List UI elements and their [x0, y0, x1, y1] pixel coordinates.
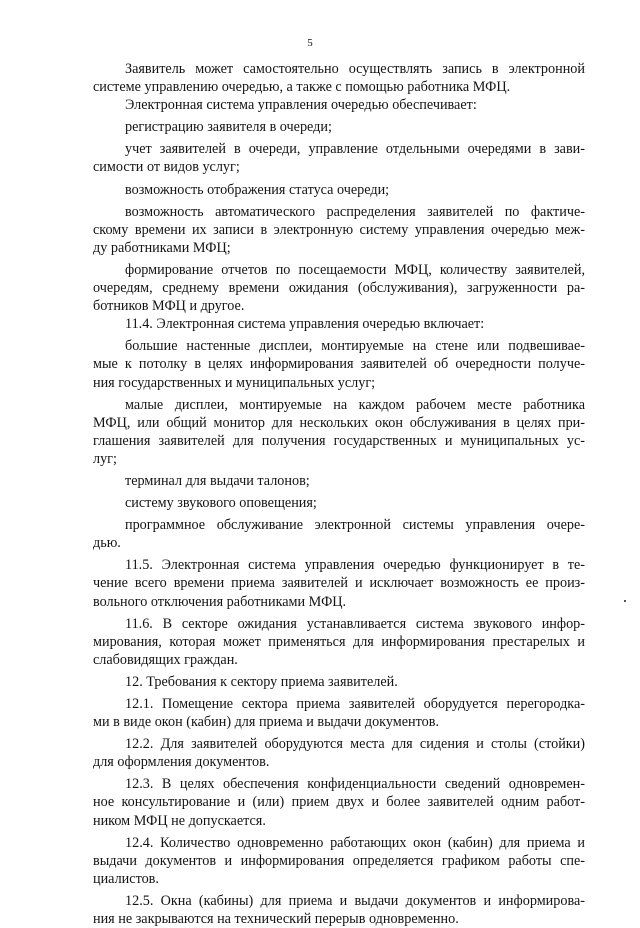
text-line: скому времени их записи в электронную систему управления очередью меж-	[93, 221, 585, 238]
text-line: 12.3. В целях обеспечения конфиденциальности сведений одновремен-	[125, 776, 585, 793]
text-line: 12.2. Для заявителей оборудуются места для сидения и столы (стойки)	[125, 736, 585, 753]
text-line: МФЦ, или общий монитор для нескольких окон обслуживания в целях при-	[93, 414, 585, 431]
text-line: 12.5. Окна (кабины) для приема и выдачи документов и информирова-	[125, 892, 585, 909]
text-line: мирования, которая может применяться для информирования престарелых и	[93, 633, 585, 650]
text-line: ду работниками МФЦ;	[93, 239, 231, 256]
text-line: для оформления документов.	[93, 754, 270, 771]
document-body	[93, 60, 585, 928]
text-line: ником МФЦ не допускается.	[93, 812, 266, 829]
text-line: мые к потолку в целях информирования заявителей об очередности получе-	[93, 356, 585, 373]
text-line: малые дисплеи, монтируемые на каждом рабочем месте работника	[125, 396, 585, 413]
text-line: возможность автоматического распределения заявителей по фактиче-	[125, 203, 585, 220]
text-line: учет заявителей в очереди, управление отдельными очередями в зави-	[125, 141, 585, 158]
text-line: 11.5. Электронная система управления очередью функционирует в те-	[125, 557, 585, 574]
scan-speck	[624, 600, 626, 602]
text-line: ботников МФЦ и другое.	[93, 298, 245, 315]
text-line: программное обслуживание электронной системы управления очере-	[125, 517, 585, 534]
text-line: ное консультирование и (или) прием двух и более заявителей одним работ-	[93, 794, 585, 811]
text-line: 12.1. Помещение сектора приема заявителей оборудуется перегородка-	[125, 696, 585, 712]
text-line: дью.	[93, 535, 121, 552]
text-line: слабовидящих граждан.	[93, 651, 238, 668]
text-line: выдачи документов и информирования определяется графиком работы спе-	[93, 852, 585, 869]
text-line: 12. Требования к сектору приема заявителей.	[125, 673, 398, 690]
text-line: 11.4. Электронная система управления очередью включает:	[125, 316, 485, 333]
text-line: формирование отчетов по посещаемости МФЦ, количеству заявителей,	[125, 261, 585, 278]
text-line: очередям, среднему времени ожидания (обслуживания), загруженности ра-	[93, 280, 585, 297]
text-line: циалистов.	[93, 870, 159, 887]
text-line: терминал для выдачи талонов;	[125, 472, 310, 489]
text-line: глашения заявителей для получения государственных и муниципальных ус-	[93, 432, 585, 449]
text-line: вольного отключения работниками МФЦ.	[93, 593, 347, 610]
text-line: ния не закрываются на технический перерыв одновременно.	[93, 911, 459, 928]
text-line: большие настенные дисплеи, монтируемые на стене или подвешивае-	[125, 338, 585, 355]
text-line: ния государственных и муниципальных услуг;	[93, 374, 376, 391]
text-line: регистрацию заявителя в очереди;	[125, 119, 332, 136]
text-line: Заявитель может самостоятельно осуществлять запись в электронной	[125, 61, 585, 77]
text-line: 11.6. В секторе ожидания устанавливается система звукового инфор-	[125, 615, 585, 632]
text-line: 12.4. Количество одновременно работающих окон (кабин) для приема и	[125, 834, 585, 851]
text-line: Электронная система управления очередью обеспечивает:	[125, 97, 477, 114]
text-line: луг;	[93, 450, 117, 467]
page-number: 5	[307, 37, 313, 49]
text-line: возможность отображения статуса очереди;	[125, 181, 390, 198]
text-line: симости от видов услуг;	[93, 159, 240, 176]
text-line: ми в виде окон (кабин) для приема и выдачи документов.	[93, 714, 439, 731]
text-line: системе управлению очередью, а также с помощью работника МФЦ.	[93, 79, 511, 96]
text-line: чение всего времени приема заявителей и исключает возможность ее произ-	[93, 575, 585, 592]
text-line: систему звукового оповещения;	[125, 495, 317, 512]
